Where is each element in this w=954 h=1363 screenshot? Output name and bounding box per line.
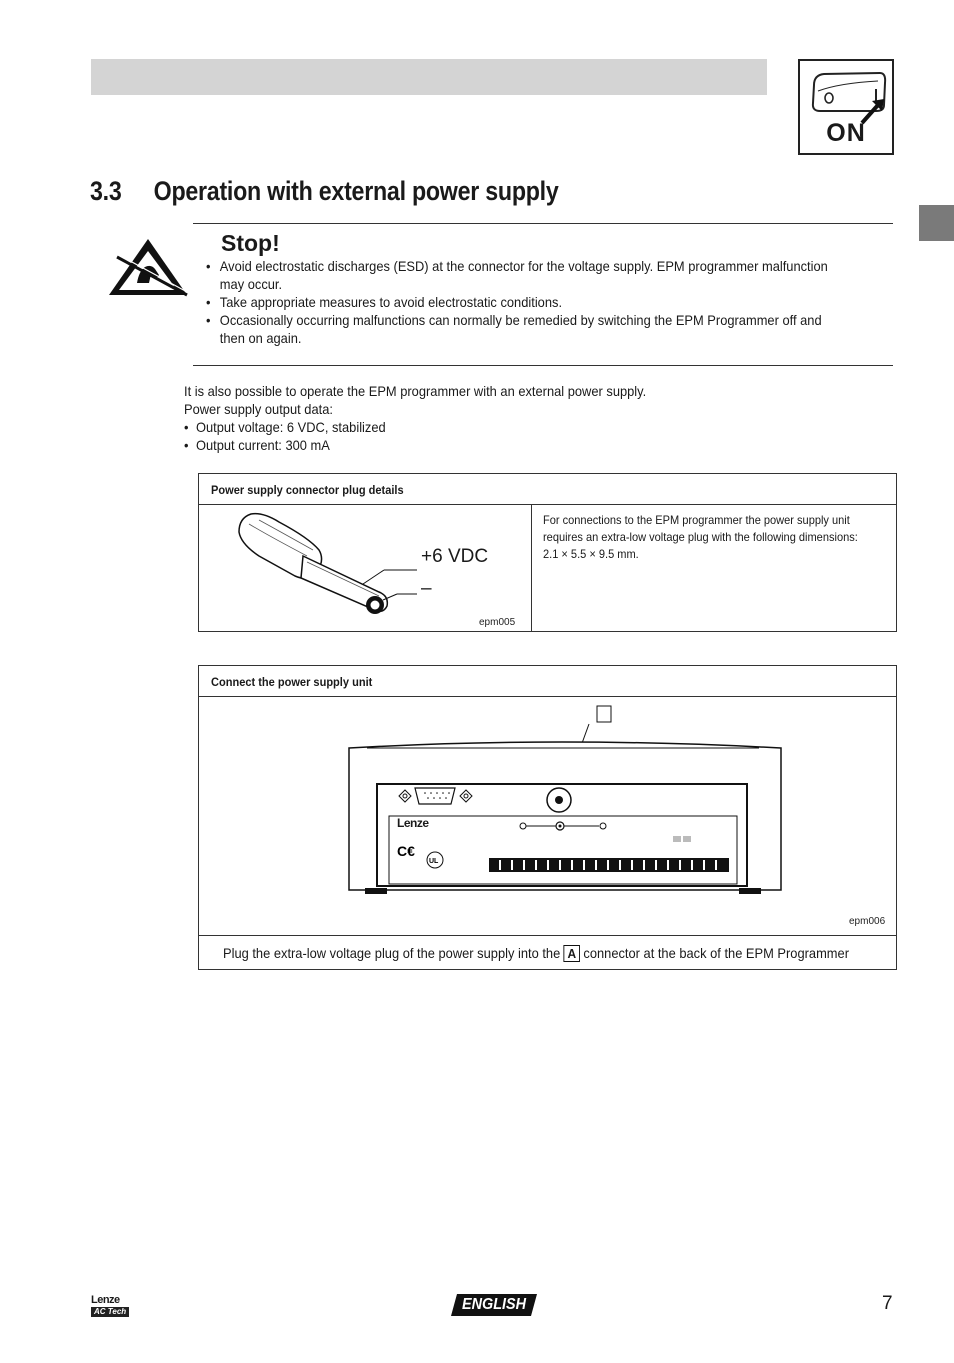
plug-box-title: Power supply connector plug details xyxy=(211,483,404,497)
svg-text:UL: UL xyxy=(429,858,439,865)
section-heading xyxy=(90,176,559,207)
plug-box-column-rule xyxy=(531,505,532,631)
figure-id: epm006 xyxy=(849,916,886,927)
connect-box-title: Connect the power supply unit xyxy=(211,675,373,689)
plug-box-header-rule xyxy=(199,504,896,505)
plug-description: For connections to the EPM programmer the power supply unit requires an extra-low voltage plug with the following dimensions: 2.1 × 5.5 × 9.5 mm. xyxy=(543,513,858,561)
footer-sub-brand: AC Tech xyxy=(91,1307,129,1317)
plug-details-box xyxy=(198,473,897,632)
plug-drawing xyxy=(229,510,429,620)
minus-label: – xyxy=(421,578,432,599)
esd-warning-icon xyxy=(107,237,189,302)
intro-text xyxy=(184,382,846,454)
page-number: 7 xyxy=(882,1293,893,1314)
callout-a: A xyxy=(564,945,580,962)
language-badge xyxy=(451,1294,537,1316)
chapter-tab xyxy=(919,205,954,241)
stop-list xyxy=(206,257,841,347)
section-title: Operation with external power supply xyxy=(153,176,559,206)
footer-logo xyxy=(91,1295,129,1317)
output-data-list xyxy=(184,418,846,454)
switch-on-label: ON xyxy=(826,119,866,147)
stop-title: Stop! xyxy=(221,230,280,256)
device-rear-drawing xyxy=(339,700,799,900)
instruction-before: Plug the extra-low voltage plug of the power supply into the xyxy=(223,945,561,961)
intro-line: Power supply output data: xyxy=(184,401,333,417)
header-bar xyxy=(91,59,767,95)
plus-voltage-label: +6 VDC xyxy=(421,546,489,567)
instruction-after: connector at the back of the EPM Programmer xyxy=(583,945,850,961)
connect-instruction xyxy=(223,945,849,962)
connect-box xyxy=(198,665,897,970)
stop-item: • Occasionally occurring malfunctions can normally be remedied by switching the EPM Programmer off and then on again. xyxy=(206,311,841,347)
connect-box-footer-rule xyxy=(199,935,896,936)
language-label: ENGLISH xyxy=(461,1296,527,1313)
intro-line: It is also possible to operate the EPM programmer with an external power supply. xyxy=(184,383,647,399)
stop-item: • Take appropriate measures to avoid electrostatic conditions. xyxy=(206,293,841,311)
stop-item: • Avoid electrostatic discharges (ESD) at the connector for the voltage supply. EPM programmer malfunction may occur. xyxy=(206,257,841,293)
svg-text:C€: C€ xyxy=(397,843,415,859)
divider-bottom xyxy=(193,365,893,366)
figure-id: epm005 xyxy=(479,617,516,628)
connect-box-header-rule xyxy=(199,696,896,697)
output-data-item: • Output voltage: 6 VDC, stabilized xyxy=(184,418,846,436)
section-number: 3.3 xyxy=(90,176,122,206)
output-data-item: • Output current: 300 mA xyxy=(184,436,846,454)
power-switch-on-icon xyxy=(798,59,894,155)
device-brand-logo: Lenze xyxy=(397,816,429,830)
footer-brand: Lenze xyxy=(91,1294,120,1306)
divider-top xyxy=(193,223,893,224)
